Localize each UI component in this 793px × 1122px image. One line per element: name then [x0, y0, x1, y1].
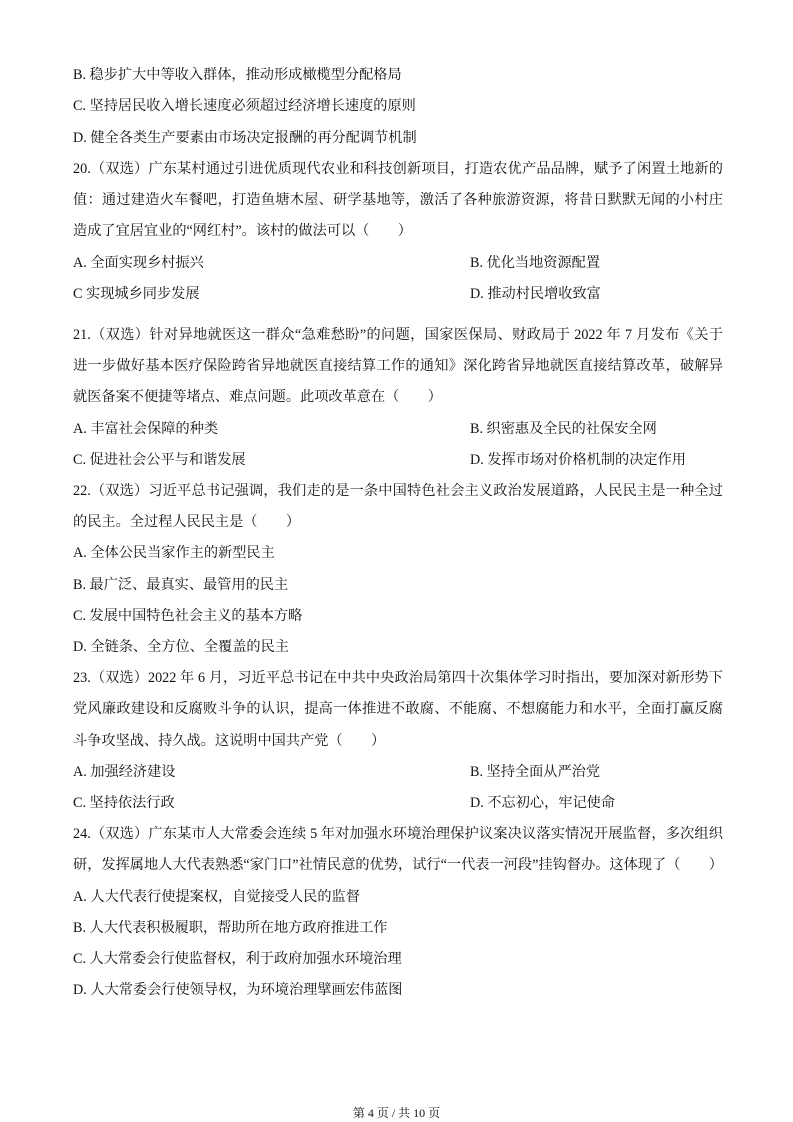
q21-stem-line: 就医备案不便捷等堵点、难点问题。此项改革意在（ ）	[73, 389, 442, 405]
q21-option-a: A. 丰富社会保障的种类	[73, 421, 219, 437]
q19-option-b: B. 稳步扩大中等收入群体，推动形成橄榄型分配格局	[73, 67, 402, 83]
q21-option-c: C. 促进社会公平与和谐发展	[73, 452, 246, 468]
q20-stem-line: 20.（双选）广东某村通过引进优质现代农业和科技创新项目，打造农优产品品牌，赋予了闲置土地新的	[73, 161, 723, 177]
q21-options-row	[73, 445, 723, 476]
q24-option-c: C. 人大常委会行使监督权，利于政府加强水环境治理	[73, 951, 402, 967]
q23-option-a: A. 加强经济建设	[73, 764, 176, 780]
q23-option-b: B. 坚持全面从严治党	[470, 764, 601, 780]
q24-option-b: B. 人大代表积极履职，帮助所在地方政府推进工作	[73, 920, 388, 936]
q20-stem-line: 造成了宜居宜业的“网红村”。该村的做法可以（ ）	[73, 223, 412, 239]
q22-option-a: A. 全体公民当家作主的新型民主	[73, 545, 275, 561]
q20-option-a: A. 全面实现乡村振兴	[73, 255, 204, 271]
q21-option-d: D. 发挥市场对价格机制的决定作用	[470, 452, 686, 468]
q19-option-c: C. 坚持居民收入增长速度必须超过经济增长速度的原则	[73, 98, 416, 114]
q22-stem-line: 的民主。全过程人民民主是（ ）	[73, 514, 301, 530]
q19-option-d: D. 健全各类生产要素由市场决定报酬的再分配调节机制	[73, 130, 417, 146]
q23-stem-line: 党风廉政建设和反腐败斗争的认识，提高一体推进不敢腐、不能腐、不想腐能力和水平，全面打赢反腐	[73, 701, 723, 717]
q22-option-b: B. 最广泛、最真实、最管用的民主	[73, 577, 289, 593]
q23-stem-line: 斗争攻坚战、持久战。这说明中国共产党（ ）	[73, 733, 386, 749]
page-footer: 第 4 页 / 共 10 页	[352, 1106, 441, 1120]
q21-stem-line: 进一步做好基本医疗保险跨省异地就医直接结算工作的通知》深化跨省异地就医直接结算改革，破解异	[73, 358, 723, 374]
q23-option-d: D. 不忘初心，牢记使命	[470, 795, 616, 811]
q24-stem-line: 24.（双选）广东某市人大常委会连续 5 年对加强水环境治理保护议案决议落实情况开展监督，多次组织	[73, 826, 723, 842]
q21-stem-line: 21.（双选）针对异地就医这一群众“急难愁盼”的问题，国家医保局、财政局于 2022 年 7 月发布《关于	[73, 327, 723, 343]
q20-stem-line: 值：通过建造火车餐吧，打造鱼塘木屋、研学基地等，激活了各种旅游资源，将昔日默默无闻的小村庄	[73, 192, 723, 208]
q23-options-row	[73, 788, 723, 819]
q22-stem-line: 22.（双选）习近平总书记强调，我们走的是一条中国特色社会主义政治发展道路，人民民主是一种全过	[73, 483, 723, 499]
q22-option-d: D. 全链条、全方位、全覆盖的民主	[73, 639, 289, 655]
q24-option-a: A. 人大代表行使提案权，自觉接受人民的监督	[73, 889, 360, 905]
q23-stem-line: 23.（双选）2022 年 6 月，习近平总书记在中共中央政治局第四十次集体学习时指出，要加深对新形势下	[73, 670, 723, 686]
q21-option-b: B. 织密惠及全民的社保安全网	[470, 421, 657, 437]
q20-option-b: B. 优化当地资源配置	[470, 255, 601, 271]
q21-options-row	[73, 414, 723, 445]
q22-option-c: C. 发展中国特色社会主义的基本方略	[73, 608, 303, 624]
q20-option-c: C 实现城乡同步发展	[73, 286, 200, 302]
q23-option-c: C. 坚持依法行政	[73, 795, 175, 811]
q20-options-row	[73, 248, 723, 279]
q20-options-row	[73, 279, 723, 310]
q23-options-row	[73, 757, 723, 788]
q24-option-d: D. 人大常委会行使领导权，为环境治理擘画宏伟蓝图	[73, 982, 403, 998]
q20-option-d: D. 推动村民增收致富	[470, 286, 601, 302]
q24-stem-line: 研，发挥属地人大代表熟悉“家门口”社情民意的优势，试行“一代表一河段”挂钩督办。这体现了（ ）	[73, 857, 723, 873]
